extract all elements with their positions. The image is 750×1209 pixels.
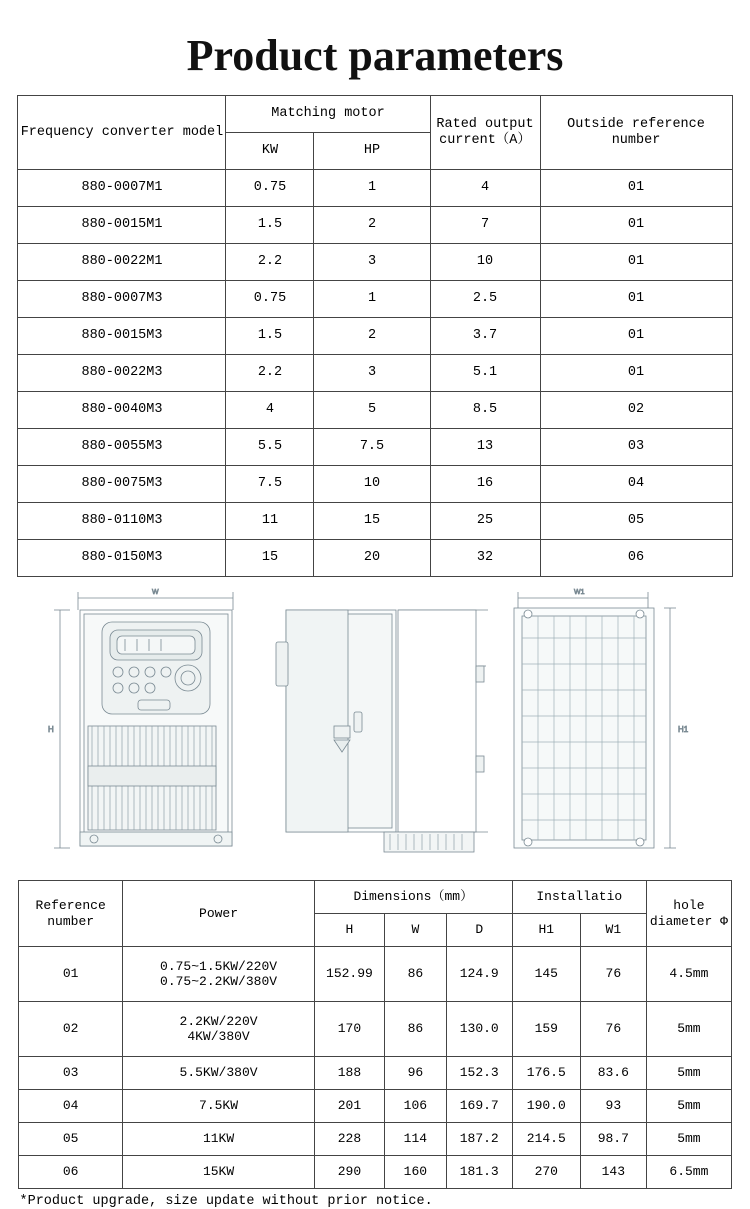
cell-ref: 06 (540, 540, 732, 577)
table-row (18, 429, 732, 466)
cell-ref: 03 (19, 1057, 123, 1090)
header-h: H (314, 914, 384, 947)
header-outside-reference-number: Outside reference number (540, 96, 732, 170)
table-row (19, 1057, 732, 1090)
cell-current: 4 (430, 170, 540, 207)
table-row (18, 281, 732, 318)
cell-kw: 2.2 (226, 355, 314, 392)
back-view (514, 589, 689, 848)
cell-h1: 145 (512, 947, 580, 1002)
cell-kw: 11 (226, 503, 314, 540)
table-header-row (18, 96, 732, 133)
product-dimension-drawing (18, 579, 732, 878)
cell-ref: 05 (19, 1123, 123, 1156)
header-w1: W1 (580, 914, 646, 947)
cell-ref: 03 (540, 429, 732, 466)
cell-hp: 2 (314, 318, 430, 355)
cell-w: 86 (385, 947, 447, 1002)
cell-kw: 2.2 (226, 244, 314, 281)
cell-kw: 1.5 (226, 318, 314, 355)
cell-kw: 15 (226, 540, 314, 577)
cell-power: 11KW (123, 1123, 315, 1156)
power-line-1: 2.2KW/220V (179, 1013, 258, 1029)
cell-model: 880-0007M3 (18, 281, 226, 318)
table-header-row (19, 881, 732, 914)
cell-d: 181.3 (446, 1156, 512, 1189)
cell-ref: 06 (19, 1156, 123, 1189)
cell-current: 13 (430, 429, 540, 466)
frequency-converter-model-table (17, 95, 732, 577)
cell-w1: 93 (580, 1090, 646, 1123)
cell-ref: 02 (19, 1002, 123, 1057)
cell-kw: 0.75 (226, 281, 314, 318)
cell-ref: 01 (540, 281, 732, 318)
cell-current: 7 (430, 207, 540, 244)
cell-d: 130.0 (446, 1002, 512, 1057)
table-row (19, 947, 732, 1002)
cell-kw: 1.5 (226, 207, 314, 244)
header-power: Power (123, 881, 315, 947)
cell-d: 152.3 (446, 1057, 512, 1090)
drawing-svg (18, 580, 732, 878)
cell-hp: 7.5 (314, 429, 430, 466)
cell-h1: 190.0 (512, 1090, 580, 1123)
cell-kw: 4 (226, 392, 314, 429)
cell-kw: 5.5 (226, 429, 314, 466)
header-hp: HP (314, 133, 430, 170)
header-hole-diameter: hole diameter Φ (646, 881, 731, 947)
table-row (19, 1002, 732, 1057)
cell-h: 188 (314, 1057, 384, 1090)
header-installation: Installatio (512, 881, 646, 914)
cell-ref: 01 (540, 318, 732, 355)
table-row (19, 1156, 732, 1189)
cell-power: 7.5KW (123, 1090, 315, 1123)
cell-hole: 5mm (646, 1002, 731, 1057)
cell-ref: 04 (540, 466, 732, 503)
cell-hp: 1 (314, 281, 430, 318)
cell-hole: 5mm (646, 1057, 731, 1090)
power-line-2: 4KW/380V (187, 1029, 250, 1044)
power-line-1: 0.75~1.5KW/220V (160, 958, 278, 974)
svg-text:H: H (48, 725, 54, 734)
cell-model: 880-0040M3 (18, 392, 226, 429)
cell-current: 5.1 (430, 355, 540, 392)
header-model: Frequency converter model (18, 96, 226, 170)
cell-w: 160 (385, 1156, 447, 1189)
table-row (18, 318, 732, 355)
cell-hp: 15 (314, 503, 430, 540)
cell-hole: 6.5mm (646, 1156, 731, 1189)
table-row (19, 1123, 732, 1156)
cell-current: 10 (430, 244, 540, 281)
cell-hp: 3 (314, 244, 430, 281)
cell-w1: 98.7 (580, 1123, 646, 1156)
cell-model: 880-0110M3 (18, 503, 226, 540)
header-d: D (446, 914, 512, 947)
cell-ref: 02 (540, 392, 732, 429)
cell-ref: 01 (19, 947, 123, 1002)
cell-h: 290 (314, 1156, 384, 1189)
cell-current: 3.7 (430, 318, 540, 355)
cell-current: 2.5 (430, 281, 540, 318)
cell-hp: 1 (314, 170, 430, 207)
cell-d: 169.7 (446, 1090, 512, 1123)
header-kw: KW (226, 133, 314, 170)
cell-w1: 76 (580, 1002, 646, 1057)
cell-power: 5.5KW/380V (123, 1057, 315, 1090)
cell-power: 15KW (123, 1156, 315, 1189)
cell-current: 25 (430, 503, 540, 540)
svg-text:W1: W1 (574, 589, 585, 596)
cell-kw: 7.5 (226, 466, 314, 503)
header-h1: H1 (512, 914, 580, 947)
table-row (18, 207, 732, 244)
cell-hp: 5 (314, 392, 430, 429)
cell-h: 201 (314, 1090, 384, 1123)
cell-h1: 159 (512, 1002, 580, 1057)
dimensions-table (18, 880, 732, 1189)
cell-kw: 0.75 (226, 170, 314, 207)
cell-h1: 214.5 (512, 1123, 580, 1156)
cell-hp: 3 (314, 355, 430, 392)
header-w: W (385, 914, 447, 947)
cell-hole: 5mm (646, 1123, 731, 1156)
cell-d: 124.9 (446, 947, 512, 1002)
table-row (18, 170, 732, 207)
cell-hp: 2 (314, 207, 430, 244)
cell-current: 8.5 (430, 392, 540, 429)
header-matching-motor: Matching motor (226, 96, 430, 133)
cell-w1: 76 (580, 947, 646, 1002)
cell-model: 880-0022M1 (18, 244, 226, 281)
header-reference-number: Reference number (19, 881, 123, 947)
cell-model: 880-0007M1 (18, 170, 226, 207)
cell-w: 96 (385, 1057, 447, 1090)
cell-current: 16 (430, 466, 540, 503)
table-row (18, 355, 732, 392)
front-view (48, 589, 233, 848)
cell-ref: 01 (540, 244, 732, 281)
cell-model: 880-0055M3 (18, 429, 226, 466)
table-row (18, 540, 732, 577)
table-row (18, 466, 732, 503)
cell-hp: 10 (314, 466, 430, 503)
cell-ref: 01 (540, 207, 732, 244)
cell-w: 106 (385, 1090, 447, 1123)
cell-ref: 05 (540, 503, 732, 540)
svg-text:H1: H1 (678, 725, 689, 734)
cell-current: 32 (430, 540, 540, 577)
cell-w: 86 (385, 1002, 447, 1057)
cell-power (123, 1002, 315, 1057)
cell-hole: 5mm (646, 1090, 731, 1123)
cell-model: 880-0015M1 (18, 207, 226, 244)
cell-h1: 270 (512, 1156, 580, 1189)
cell-model: 880-0075M3 (18, 466, 226, 503)
cell-w1: 83.6 (580, 1057, 646, 1090)
cell-w: 114 (385, 1123, 447, 1156)
cell-power (123, 947, 315, 1002)
cell-h: 170 (314, 1002, 384, 1057)
cell-model: 880-0022M3 (18, 355, 226, 392)
cell-hp: 20 (314, 540, 430, 577)
cell-ref: 01 (540, 355, 732, 392)
cell-model: 880-0015M3 (18, 318, 226, 355)
side-view (276, 610, 488, 852)
table-row (18, 392, 732, 429)
page-title: Product parameters (186, 31, 564, 80)
power-line-2: 0.75~2.2KW/380V (160, 974, 278, 989)
cell-h: 152.99 (314, 947, 384, 1002)
cell-model: 880-0150M3 (18, 540, 226, 577)
footer-note: *Product upgrade, size update without prior notice. (15, 1189, 736, 1209)
table-row (19, 1090, 732, 1123)
cell-hole: 4.5mm (646, 947, 731, 1002)
cell-d: 187.2 (446, 1123, 512, 1156)
table-row (18, 244, 732, 281)
cell-ref: 01 (540, 170, 732, 207)
header-dimensions: Dimensions（mm） (314, 881, 512, 914)
cell-h: 228 (314, 1123, 384, 1156)
cell-ref: 04 (19, 1090, 123, 1123)
header-rated-output-current: Rated output current（A） (430, 96, 540, 170)
svg-text:W: W (152, 589, 159, 596)
table-row (18, 503, 732, 540)
cell-w1: 143 (580, 1156, 646, 1189)
cell-h1: 176.5 (512, 1057, 580, 1090)
